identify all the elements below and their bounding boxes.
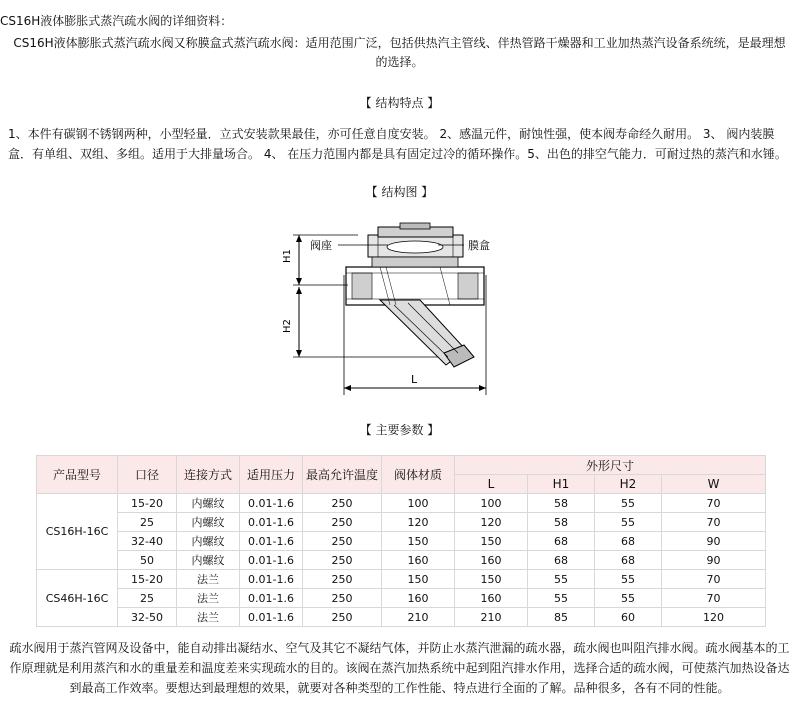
table-cell: 68: [528, 532, 595, 551]
l-label: L: [411, 373, 418, 386]
table-cell: 68: [595, 532, 662, 551]
table-cell: 55: [595, 513, 662, 532]
table-cell: 0.01-1.6: [240, 570, 303, 589]
table-row: [37, 608, 766, 627]
header-pressure: 适用压力: [240, 456, 303, 494]
table-cell: 55: [595, 589, 662, 608]
table-cell: 内螺纹: [177, 494, 240, 513]
table-cell: 90: [662, 551, 766, 570]
table-cell: 0.01-1.6: [240, 608, 303, 627]
table-cell: 60: [595, 608, 662, 627]
table-cell: 32-50: [118, 608, 177, 627]
table-cell: 250: [303, 570, 382, 589]
table-cell: 0.01-1.6: [240, 494, 303, 513]
table-cell: 58: [528, 513, 595, 532]
table-cell: 50: [118, 551, 177, 570]
valve-seat-label: 阀座: [310, 239, 332, 252]
h2-label: H2: [282, 319, 293, 333]
table-cell: 120: [455, 513, 528, 532]
table-row: [37, 513, 766, 532]
header-max-temp: 最高允许温度: [303, 456, 382, 494]
header-connection: 连接方式: [177, 456, 240, 494]
table-cell: 55: [595, 494, 662, 513]
section-title-structure-features: 【 结构特点 】: [359, 96, 440, 110]
table-cell: 0.01-1.6: [240, 532, 303, 551]
header-dimensions: 外形尺寸: [455, 456, 766, 475]
table-cell: 15-20: [118, 494, 177, 513]
table-cell: 250: [303, 589, 382, 608]
table-cell: 70: [662, 513, 766, 532]
h1-label: H1: [282, 249, 293, 263]
table-cell: 250: [303, 494, 382, 513]
header-w: W: [662, 475, 766, 494]
table-cell: 100: [382, 494, 455, 513]
table-cell: 法兰: [177, 589, 240, 608]
table-row: [37, 532, 766, 551]
header-model: 产品型号: [37, 456, 118, 494]
description-paragraph: 疏水阀用于蒸汽管网及设备中，能自动排出凝结水、空气及其它不凝结气体，并防止水蒸汽泄漏的疏水器，疏水阀也叫阻汽排水阀。疏水阀基本的工作原理就是利用蒸汽和水的重量差和温度差来实现疏水的目的。该阀在蒸汽加热系统中起到阻汽排水作用，选择合适的疏水阀，可使蒸汽加热设备达到最高工作效率。要想达到最理想的效果，就要对各种类型的工作性能、特点进行全面的了解。品种很多，各有不同的性能。: [9, 641, 790, 695]
intro-paragraph: CS16H液体膨胀式蒸汽疏水阀又称膜盒式蒸汽疏水阀：适用范围广泛，包括供热汽主管线、伴热管路干燥器和工业加热蒸汽设备系统统，是最理想的选择。: [13, 36, 786, 69]
table-cell: 120: [382, 513, 455, 532]
table-row: [37, 494, 766, 513]
table-cell: 150: [455, 570, 528, 589]
table-cell: 法兰: [177, 608, 240, 627]
table-cell: 150: [382, 570, 455, 589]
table-cell: 内螺纹: [177, 532, 240, 551]
table-cell: 55: [528, 570, 595, 589]
table-cell: 70: [662, 494, 766, 513]
table-cell: 55: [595, 570, 662, 589]
header-h1: H1: [528, 475, 595, 494]
diaphragm-box-label: 膜盒: [468, 239, 490, 252]
table-cell: 160: [455, 589, 528, 608]
table-cell: 68: [528, 551, 595, 570]
table-cell: 250: [303, 608, 382, 627]
table-cell: 250: [303, 551, 382, 570]
table-cell: 150: [382, 532, 455, 551]
table-cell: 0.01-1.6: [240, 589, 303, 608]
table-cell: 25: [118, 513, 177, 532]
table-cell: 68: [595, 551, 662, 570]
table-cell: 0.01-1.6: [240, 551, 303, 570]
valve-structure-diagram: [268, 205, 498, 405]
model-cell: CS46H-16C: [37, 570, 118, 627]
table-cell: 120: [662, 608, 766, 627]
section-title-structure-diagram: 【 结构图 】: [365, 185, 434, 199]
header-diameter: 口径: [118, 456, 177, 494]
table-cell: 25: [118, 589, 177, 608]
table-cell: 法兰: [177, 570, 240, 589]
table-cell: 210: [455, 608, 528, 627]
section-title-main-params: 【 主要参数 】: [359, 423, 440, 437]
header-l: L: [455, 475, 528, 494]
table-row: [37, 589, 766, 608]
table-cell: 32-40: [118, 532, 177, 551]
table-cell: 70: [662, 589, 766, 608]
table-row: [37, 551, 766, 570]
table-cell: 100: [455, 494, 528, 513]
table-cell: 160: [455, 551, 528, 570]
table-cell: 70: [662, 570, 766, 589]
table-cell: 55: [528, 589, 595, 608]
table-cell: 内螺纹: [177, 551, 240, 570]
table-cell: 15-20: [118, 570, 177, 589]
spec-table: [36, 455, 766, 627]
page-title: CS16H液体膨胀式蒸汽疏水阀的详细资料：: [0, 14, 233, 28]
table-cell: 90: [662, 532, 766, 551]
table-cell: 160: [382, 589, 455, 608]
table-cell: 0.01-1.6: [240, 513, 303, 532]
header-h2: H2: [595, 475, 662, 494]
table-row: [37, 570, 766, 589]
table-cell: 150: [455, 532, 528, 551]
table-cell: 210: [382, 608, 455, 627]
table-cell: 85: [528, 608, 595, 627]
table-cell: 250: [303, 532, 382, 551]
header-material: 阀体材质: [382, 456, 455, 494]
table-cell: 250: [303, 513, 382, 532]
model-cell: CS16H-16C: [37, 494, 118, 570]
table-cell: 160: [382, 551, 455, 570]
spec-table-body: [37, 494, 766, 627]
features-paragraph: 1、本件有碳钢不锈钢两种，小型轻量．立式安装款果最佳，亦可任意自度安装。 2、感温元件，耐蚀性强，使本阀寿命经久耐用。 3、 阀内装膜盒．有单组、双组、多组。适用于大排量场合。 4、 在压力范围内都是具有固定过冷的循环操作。5、出色的排空气能力．可耐过热的蒸汽和水锤。: [8, 127, 787, 161]
table-cell: 内螺纹: [177, 513, 240, 532]
table-cell: 58: [528, 494, 595, 513]
